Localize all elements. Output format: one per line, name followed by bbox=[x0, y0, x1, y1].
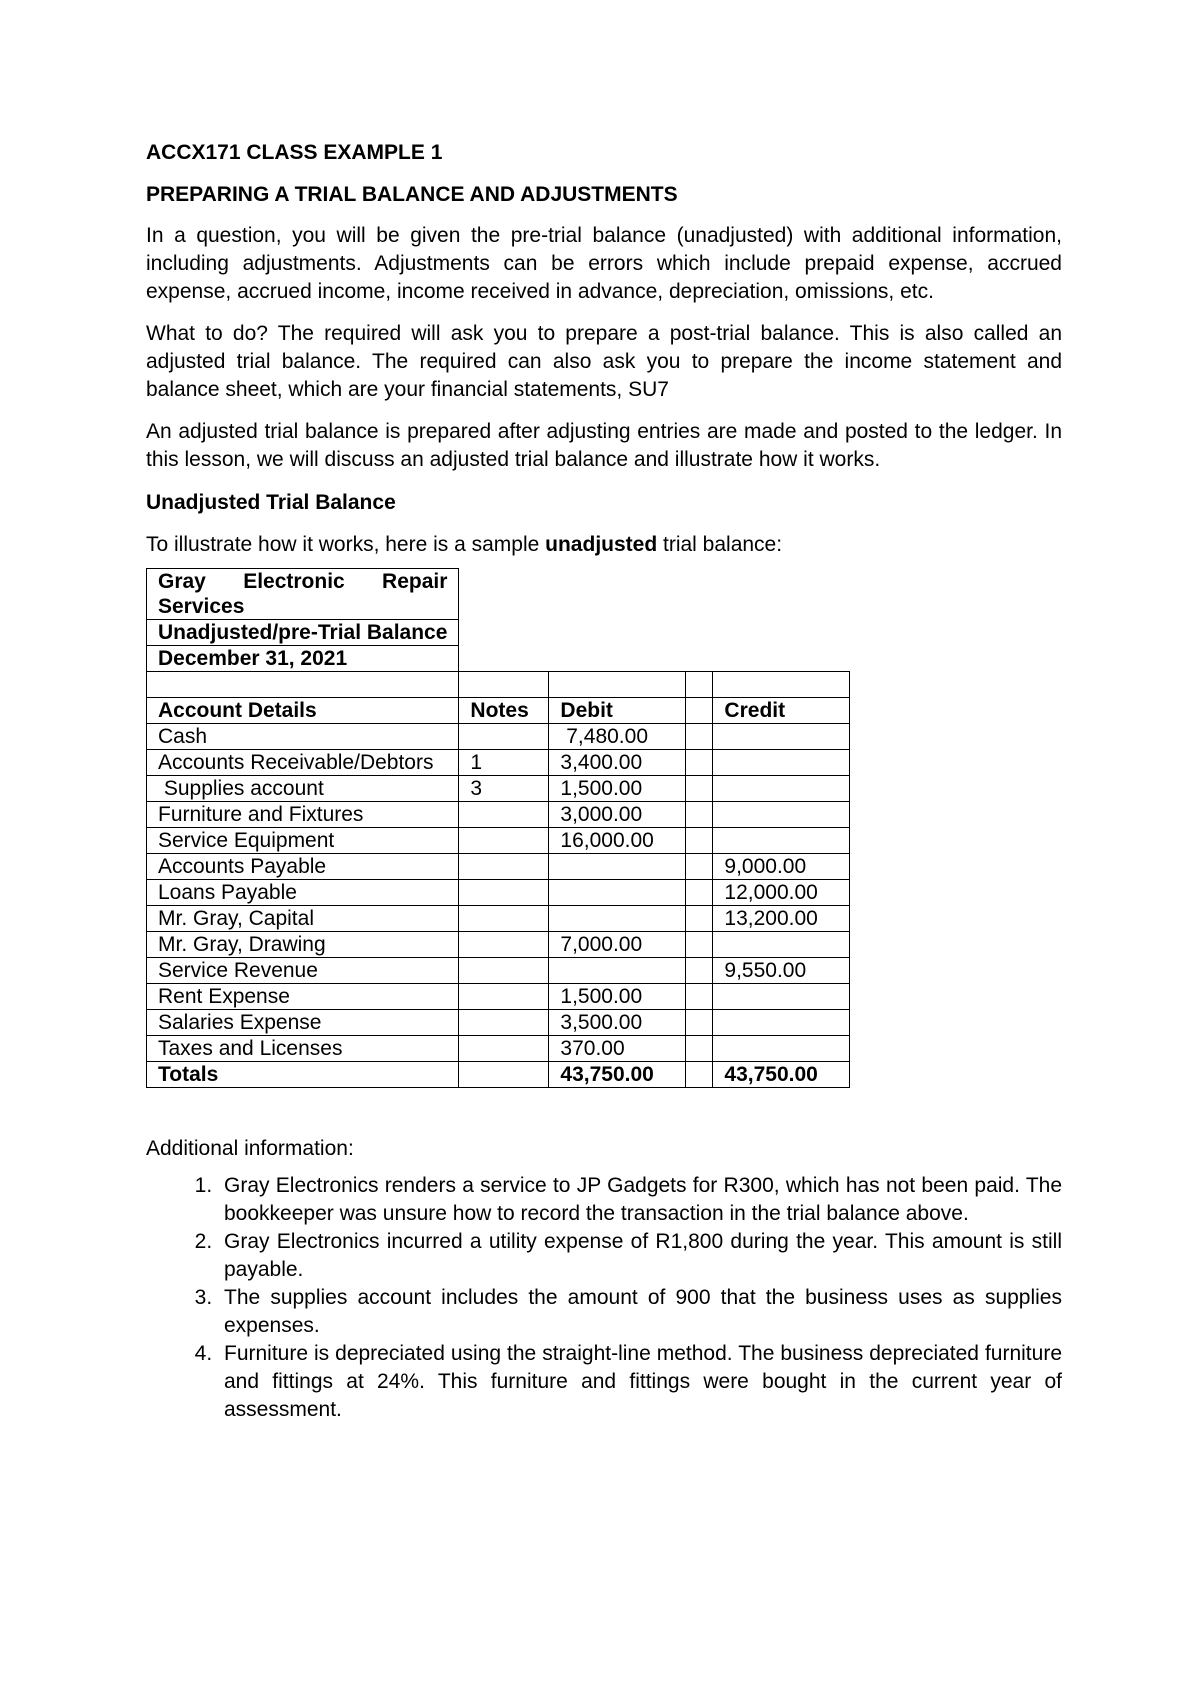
paragraph: What to do? The required will ask you to prepare a post-trial balance. This is also called an adjusted trial balance. The required can also ask you to prepare the income statement and balance sheet, which are your financial statements, SU7 bbox=[146, 322, 1062, 401]
notes-cell bbox=[459, 983, 549, 1009]
table-row bbox=[147, 723, 850, 749]
account-cell: Furniture and Fixtures bbox=[147, 801, 459, 827]
empty-cell bbox=[686, 827, 713, 853]
account-cell: Supplies account bbox=[147, 775, 459, 801]
notes-cell bbox=[459, 879, 549, 905]
credit-cell bbox=[713, 749, 850, 775]
totals-credit: 43,750.00 bbox=[713, 1061, 850, 1087]
document-title: ACCX171 CLASS EXAMPLE 1 bbox=[146, 141, 443, 164]
empty-cell bbox=[686, 672, 713, 698]
credit-cell bbox=[713, 827, 850, 853]
empty-cell bbox=[459, 672, 549, 698]
notes-cell: 1 bbox=[459, 749, 549, 775]
debit-cell: 3,500.00 bbox=[549, 1009, 686, 1035]
debit-cell: 370.00 bbox=[549, 1035, 686, 1061]
additional-info-list bbox=[146, 1172, 1062, 1424]
totals-debit: 43,750.00 bbox=[549, 1061, 686, 1087]
empty-cell bbox=[549, 672, 686, 698]
document-page bbox=[146, 140, 1062, 1424]
debit-cell bbox=[549, 905, 686, 931]
totals-row bbox=[147, 1061, 850, 1087]
credit-cell bbox=[713, 1009, 850, 1035]
empty-cell bbox=[686, 1035, 713, 1061]
paragraph: An adjusted trial balance is prepared after adjusting entries are made and posted to the ledger. In this lesson, we will discuss an adjusted trial balance and illustrate how it works. bbox=[146, 420, 1062, 471]
empty-cell bbox=[686, 723, 713, 749]
empty-cell bbox=[686, 775, 713, 801]
notes-cell bbox=[459, 853, 549, 879]
debit-cell: 16,000.00 bbox=[549, 827, 686, 853]
table-row bbox=[147, 1035, 850, 1061]
empty-cell bbox=[686, 957, 713, 983]
debit-cell: 1,500.00 bbox=[549, 775, 686, 801]
debit-cell: 3,000.00 bbox=[549, 801, 686, 827]
debit-cell: 3,400.00 bbox=[549, 749, 686, 775]
credit-cell: 9,550.00 bbox=[713, 957, 850, 983]
debit-cell: 7,480.00 bbox=[549, 723, 686, 749]
notes-cell bbox=[459, 957, 549, 983]
credit-cell bbox=[713, 775, 850, 801]
statement-date-cell: December 31, 2021 bbox=[147, 646, 459, 672]
account-cell: Mr. Gray, Drawing bbox=[147, 931, 459, 957]
credit-cell: 12,000.00 bbox=[713, 879, 850, 905]
account-cell: Mr. Gray, Capital bbox=[147, 905, 459, 931]
section-heading: Unadjusted Trial Balance bbox=[146, 491, 396, 514]
notes-cell bbox=[459, 1035, 549, 1061]
credit-cell: 13,200.00 bbox=[713, 905, 850, 931]
header-credit: Credit bbox=[713, 697, 850, 723]
table-row bbox=[147, 827, 850, 853]
header-account: Account Details bbox=[147, 697, 459, 723]
account-cell: Accounts Receivable/Debtors bbox=[147, 749, 459, 775]
totals-label: Totals bbox=[147, 1061, 459, 1087]
table-row bbox=[147, 957, 850, 983]
empty-cell bbox=[686, 905, 713, 931]
credit-cell bbox=[713, 723, 850, 749]
table-row bbox=[147, 672, 850, 698]
intro-text-end: trial balance: bbox=[657, 533, 783, 556]
empty-cell bbox=[459, 1061, 549, 1087]
header-notes: Notes bbox=[459, 697, 549, 723]
credit-cell bbox=[713, 983, 850, 1009]
empty-cell bbox=[686, 801, 713, 827]
intro-sentence bbox=[146, 532, 1062, 558]
account-cell: Rent Expense bbox=[147, 983, 459, 1009]
notes-cell bbox=[459, 1009, 549, 1035]
list-item: 1. Gray Electronics renders a service to JP Gadgets for R300, which has not been paid. The bookkeeper was unsure how to record the transaction in the trial balance above. bbox=[218, 1172, 1062, 1228]
notes-cell bbox=[459, 801, 549, 827]
empty-cell bbox=[686, 931, 713, 957]
debit-cell bbox=[549, 853, 686, 879]
empty-cell bbox=[147, 672, 459, 698]
table-row bbox=[147, 801, 850, 827]
header-debit: Debit bbox=[549, 697, 686, 723]
blank-cell bbox=[459, 646, 850, 672]
notes-cell: 3 bbox=[459, 775, 549, 801]
table-row bbox=[147, 931, 850, 957]
empty-cell bbox=[686, 983, 713, 1009]
empty-cell bbox=[686, 879, 713, 905]
table-row bbox=[147, 1009, 850, 1035]
company-word: Gray bbox=[158, 570, 206, 593]
notes-cell bbox=[459, 827, 549, 853]
notes-cell bbox=[459, 905, 549, 931]
statement-name-cell: Unadjusted/pre-Trial Balance bbox=[147, 620, 459, 646]
company-name-cell bbox=[147, 569, 459, 620]
account-cell: Accounts Payable bbox=[147, 853, 459, 879]
table-row bbox=[147, 853, 850, 879]
additional-info-heading: Additional information: bbox=[146, 1136, 354, 1160]
table-row bbox=[147, 905, 850, 931]
intro-text: To illustrate how it works, here is a sample bbox=[146, 533, 546, 556]
account-cell: Taxes and Licenses bbox=[147, 1035, 459, 1061]
blank-cell bbox=[459, 620, 850, 646]
company-word: Electronic bbox=[243, 570, 345, 593]
table-row bbox=[147, 879, 850, 905]
account-cell: Cash bbox=[147, 723, 459, 749]
account-cell: Salaries Expense bbox=[147, 1009, 459, 1035]
empty-cell bbox=[686, 697, 713, 723]
paragraph: In a question, you will be given the pre-trial balance (unadjusted) with additional information, including adjustments. Adjustments can be errors which include prepaid expense, accrued expense, accrued income, income received in advance, depreciation, omissions, etc. bbox=[146, 224, 1062, 303]
debit-cell: 1,500.00 bbox=[549, 983, 686, 1009]
empty-cell bbox=[713, 672, 850, 698]
credit-cell bbox=[713, 801, 850, 827]
notes-cell bbox=[459, 931, 549, 957]
empty-cell bbox=[686, 749, 713, 775]
credit-cell: 9,000.00 bbox=[713, 853, 850, 879]
company-name-line2: Services bbox=[158, 595, 245, 618]
account-cell: Loans Payable bbox=[147, 879, 459, 905]
list-item: 3. The supplies account includes the amount of 900 that the business uses as supplies expenses. bbox=[218, 1284, 1062, 1340]
list-item: 4. Furniture is depreciated using the straight-line method. The business depreciated furniture and fittings at 24%. This furniture and fittings were bought in the current year of assessment. bbox=[218, 1340, 1062, 1424]
credit-cell bbox=[713, 1035, 850, 1061]
account-cell: Service Revenue bbox=[147, 957, 459, 983]
list-item: 2. Gray Electronics incurred a utility expense of R1,800 during the year. This amount is still payable. bbox=[218, 1228, 1062, 1284]
intro-bold-word: unadjusted bbox=[545, 533, 658, 556]
empty-cell bbox=[686, 1061, 713, 1087]
blank-cell bbox=[459, 569, 850, 620]
table-row bbox=[147, 775, 850, 801]
company-name-line bbox=[158, 569, 447, 594]
notes-cell bbox=[459, 723, 549, 749]
debit-cell bbox=[549, 879, 686, 905]
table-header-row bbox=[147, 697, 850, 723]
company-word: Repair bbox=[382, 570, 448, 593]
trial-balance-table bbox=[146, 568, 850, 1088]
table-row bbox=[147, 983, 850, 1009]
credit-cell bbox=[713, 931, 850, 957]
empty-cell bbox=[686, 1009, 713, 1035]
document-subtitle: PREPARING A TRIAL BALANCE AND ADJUSTMENTS bbox=[146, 183, 678, 206]
account-cell: Service Equipment bbox=[147, 827, 459, 853]
empty-cell bbox=[686, 853, 713, 879]
debit-cell: 7,000.00 bbox=[549, 931, 686, 957]
table-row bbox=[147, 749, 850, 775]
debit-cell bbox=[549, 957, 686, 983]
